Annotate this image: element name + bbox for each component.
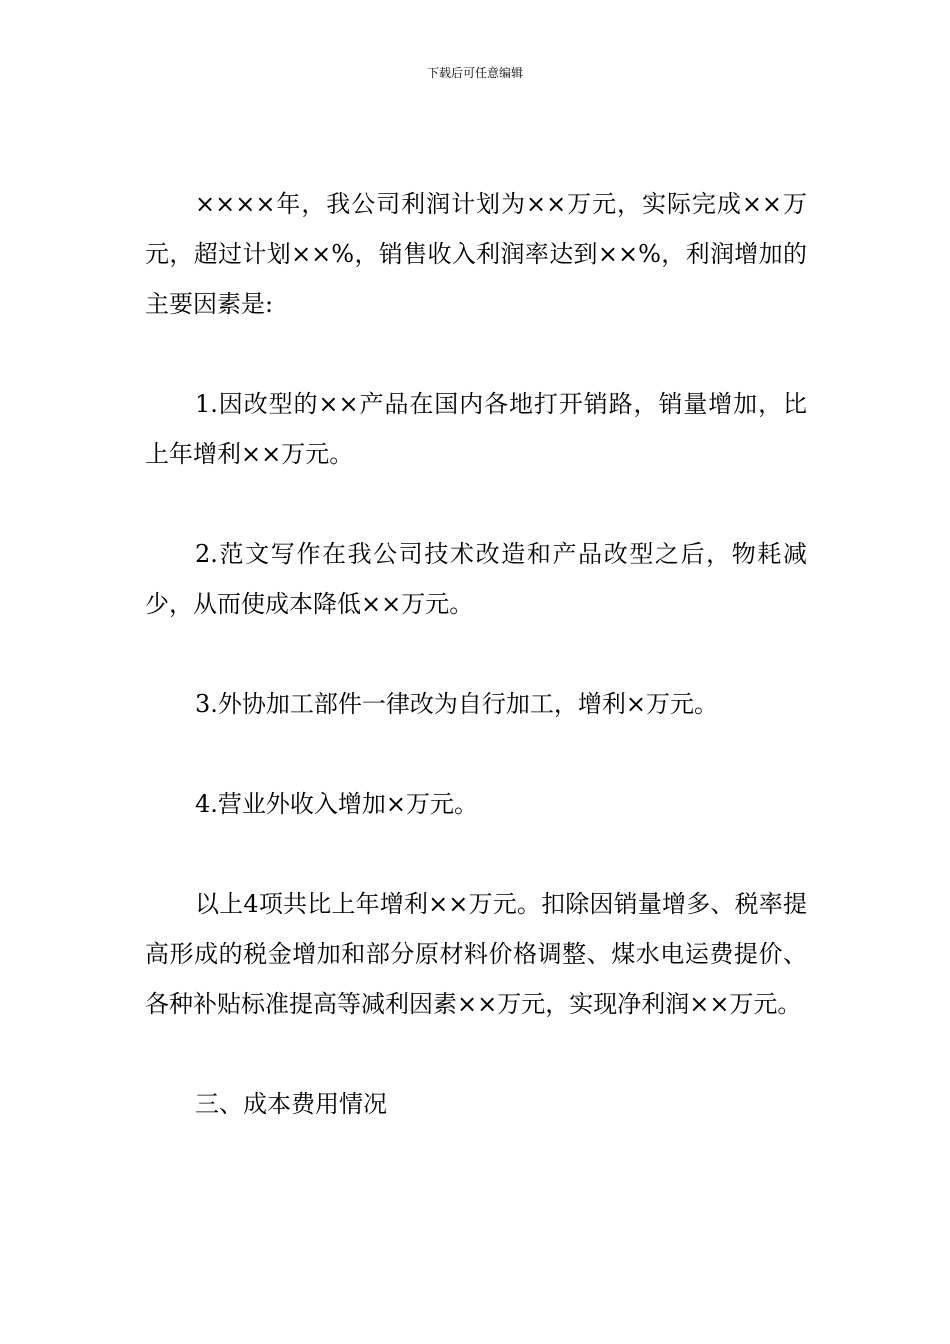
section-heading-cost: 三、成本费用情况	[195, 1090, 387, 1118]
paragraph-gap	[145, 829, 807, 879]
paragraph-gap	[145, 479, 807, 529]
paragraph-item-1: 1.因改型的××产品在国内各地打开销路，销量增加，比上年增利××万元。	[145, 390, 807, 468]
page-header: 下载后可任意编辑	[426, 66, 523, 80]
paragraph-gap	[145, 729, 807, 779]
document-body	[145, 179, 807, 1129]
paragraph-gap	[145, 1029, 807, 1079]
paragraph-gap	[145, 629, 807, 679]
paragraph-net-profit: 以上4项共比上年增利××万元。扣除因销量增多、税率提高形成的税金增加和部分原材料价格调整、煤水电运费提价、各种补贴标准提高等减利因素××万元，实现净利润××万元。	[145, 890, 807, 1018]
paragraph-gap	[145, 329, 807, 379]
paragraph-item-2: 2.范文写作在我公司技术改造和产品改型之后，物耗减少，从而使成本降低××万元。	[145, 540, 807, 618]
paragraph-profit-summary: ××××年，我公司利润计划为××万元，实际完成××万元，超过计划××%，销售收入利润率达到××%，利润增加的主要因素是:	[145, 190, 807, 318]
paragraph-item-3: 3.外协加工部件一律改为自行加工，增利×万元。	[195, 690, 719, 718]
paragraph-item-4: 4.营业外收入增加×万元。	[195, 790, 479, 818]
